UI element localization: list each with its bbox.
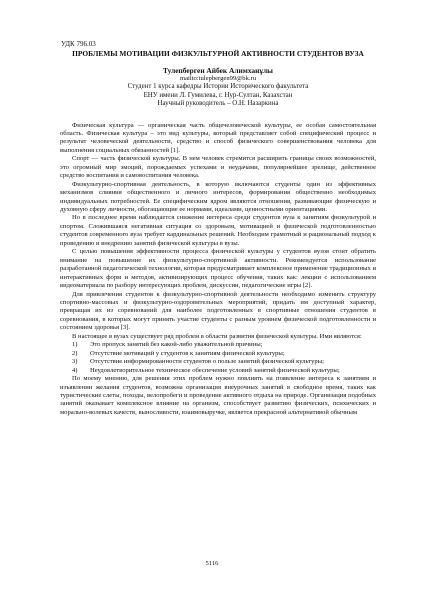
list-item [60,367,376,375]
list-item-number: 3) [72,358,78,366]
body-paragraph: Физическая культура — органическая часть общечеловеческой культуры, ее особая самостоятельная область. Физическая культура – это вид культуры, который представляет собой специфический процесс и результат человеческой деятельности, средство и способ физического совершенствования человека для выполнения социальных обязанностей [1]. [60,121,376,154]
article-title: ПРОБЛЕМЫ МОТИВАЦИИ ФИЗКУЛЬТУРНОЙ АКТИВНОСТИ СТУДЕНТОВ ВУЗА [72,49,364,58]
issues-list [60,341,376,375]
body-paragraph: С целью повышения эффективности процесса физической культуры у студентов вузов стоит обратить внимание на повышение их физкультурно-спортивной активности. Рекомендуется использование разработанной педагогической технологии, которая предусматривает комплексное применение традиционных и интерактивных форм и методов, активизирующих процесс обучения, таких как: лекции с использованием видеоматериала по разбору интересующих проблем, дискуссии, педагогические игры [2]. [60,248,376,290]
body-paragraph: По моему мнению, для решения этих проблем нужно повлиять на появление интереса к занятиям и изъявлении желания студентов, возможна организация внеурочных занятий в свободное время, таких как туристические слеты, походы, велопробеги и проведение активного отдыха на природе. Организация подобных занятий оказывает комплексное влияние на организм, способствует развитию физических, психических и морально-волевых качеств, выносливости, взаимовыручке, является прекрасной альтернативой обычным [60,375,376,416]
author-affiliation-line: ЕНУ имени Л. Гумилева, г. Нур-Султан, Казахстан [143,91,293,99]
body-paragraph: В настоящее в вузах существует ряд проблем в области развития физической культуры. Ими являются: [72,332,362,340]
list-item-number: 1) [72,341,78,349]
author-email: mailto:tulepbergen99@bk.ru [179,75,257,82]
list-item [60,341,376,349]
body-paragraph: Для привлечения студентов к физкультурно-спортивной деятельности необходимо изменить структуру спортивно-массовых и физкультурно-оздоровительных мероприятий, придать им доступный характер, превращая их из соревнований для наиболее подготовленных в спортивные отношения студентов в соревнования, в которых могут принять участие студенты с разным уровнем физической подготовленности и состоянием здоровья [3]. [60,290,376,332]
list-item-text: Это пропуск занятий без какой-либо уважительной причины; [90,341,263,349]
list-item-text: Отсутствие мотиваций у студентов к занятиям физической культуры; [90,349,285,357]
list-item-text: Неудовлетворительное техническое обеспечение условий занятий физической культуры; [90,366,340,374]
body-paragraph: Физкультурно-спортивная деятельность, в которую включаются студенты один из эффективных механизмов слияния общественного и личного интересов, формирования общественно необходимых индивидуальных потребностей. Ее специфическим ядром являются отношения, развивающие физическую и духовную сферу личности, обогащающие ее нормами, идеалами, ценностными ориентациями. [60,180,376,214]
list-item-number: 4) [72,366,78,374]
body-paragraph: Спорт — часть физической культуры. В нем человек стремится расширить границы своих возможностей, это огромный мир эмоций, порождаемых успехами и неудачами, популярнейшее зрелище, действенное средство воспитания и самовоспитания человека. [60,155,376,180]
list-item [60,358,376,366]
supervisor-line: Научный руководитель – О.Н. Назаркина [157,100,279,107]
list-item-number: 2) [72,349,78,357]
udk-code: УДК 796.03 [61,40,96,48]
list-item [60,350,376,358]
list-item-text: Отсутствие информированности студентов о пользе занятий физической культуры; [90,358,324,366]
body-paragraph: Но в последнее время наблюдается снижение интереса среди студентов вуза к занятиям физкультурой и спортом. Сложившаяся негативная ситуация со здоровьем, мотивацией и физической подготовленностью студентов современного вуза требует кардинальных решений. Необходим грамотный и рациональный подход к проведению и внедрению занятий физической культуры в вузы. [60,214,376,247]
page-number: 5116 [205,560,219,567]
author-affiliation-line: Студент 1 курса кафедры Истории Исторического факультета [127,83,309,90]
author-name: Тулепберген Айбек Алимханұлы [163,66,273,75]
